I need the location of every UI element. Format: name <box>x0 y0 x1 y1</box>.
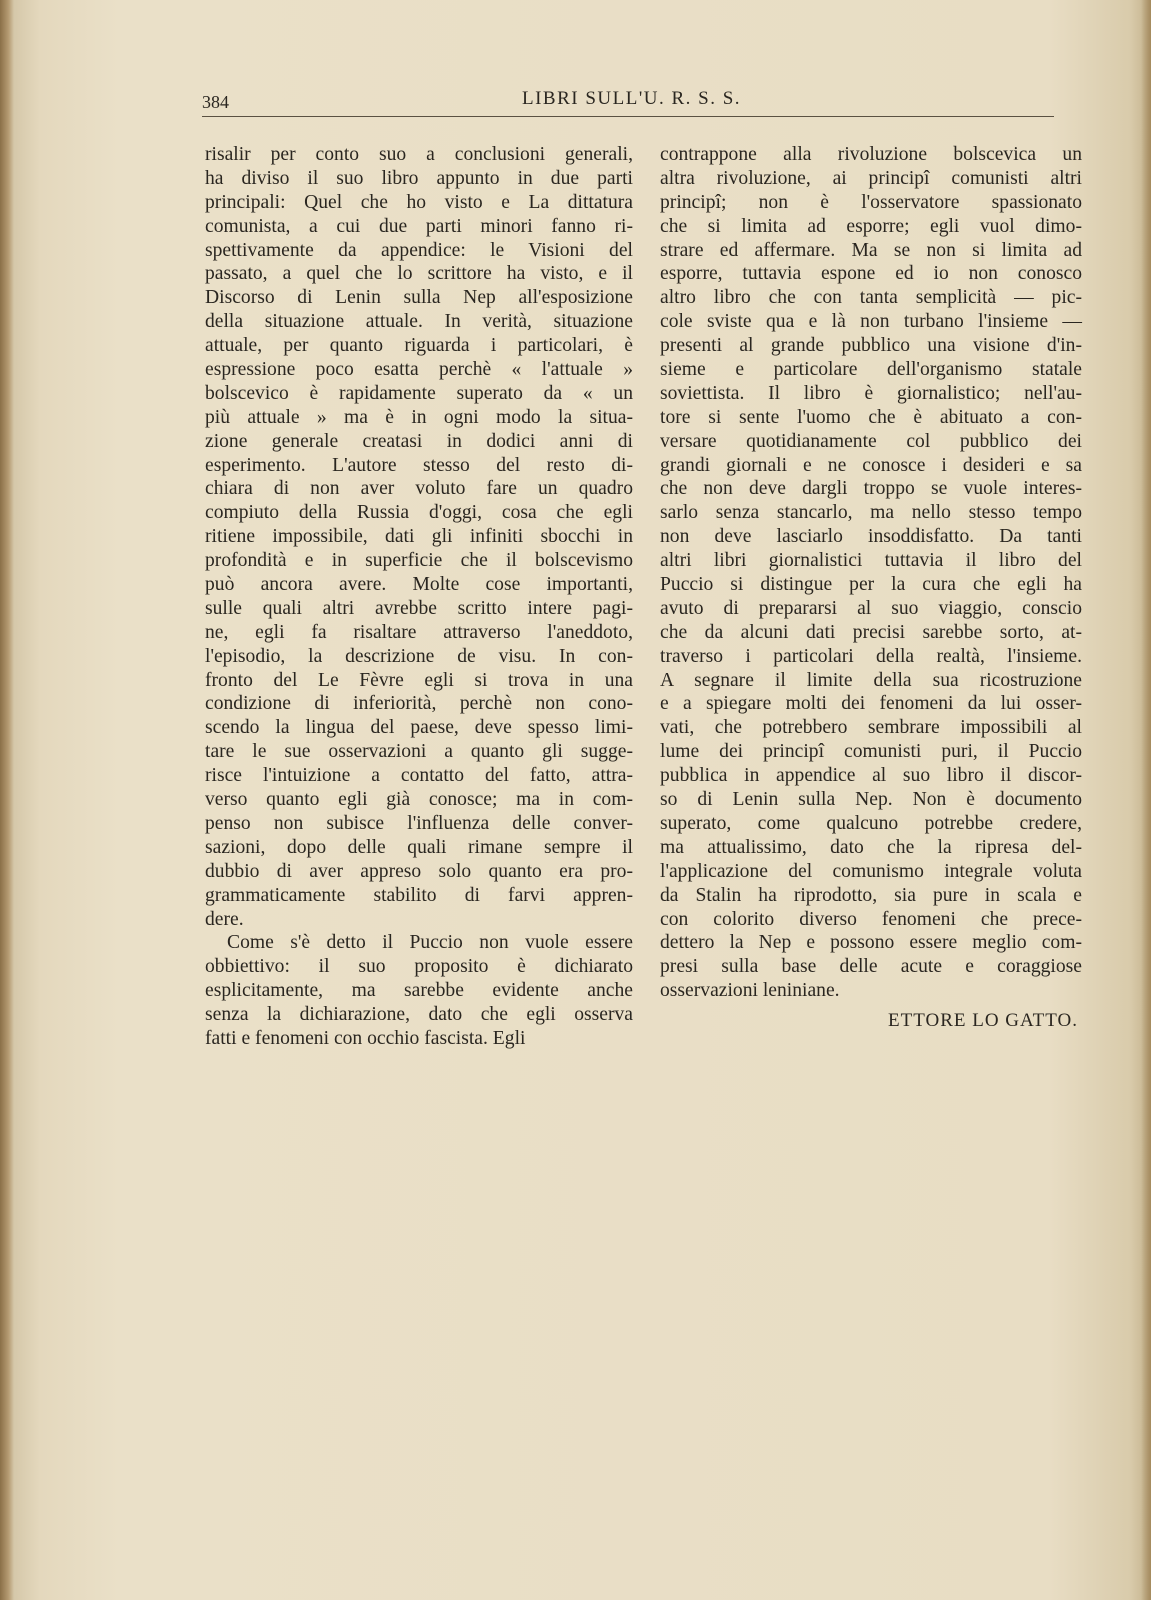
text-line: traverso i particolari della realtà, l'insieme. <box>660 645 1082 667</box>
text-line: sieme e particolare dell'organismo statale <box>660 359 1082 381</box>
text-line: l'applicazione del comunismo integrale voluta <box>660 860 1082 882</box>
text-line: lume dei principî comunisti puri, il Puccio <box>660 741 1082 763</box>
text-line: vati, che potrebbero sembrare impossibili al <box>660 717 1082 739</box>
text-line: osservazioni leniniane. <box>660 980 840 1002</box>
text-line: sulle quali altri avrebbe scritto intere pagi- <box>205 597 633 619</box>
text-line: che da alcuni dati precisi sarebbe sorto, at- <box>660 621 1082 643</box>
text-line: esporre, tuttavia espone ed io non conosco <box>660 263 1082 285</box>
binding-edge <box>0 0 14 1600</box>
text-line: grandi giornali e ne conosce i desideri e sa <box>660 454 1082 476</box>
text-line: comunista, a cui due parti minori fanno ri- <box>205 215 633 237</box>
text-line: sazioni, dopo delle quali rimane sempre il <box>205 836 633 858</box>
text-line: ne, egli fa risaltare attraverso l'aneddoto, <box>205 621 633 643</box>
text-line: senza la dichiarazione, dato che egli osserva <box>205 1004 633 1026</box>
text-line: avuto di prepararsi al suo viaggio, conscio <box>660 597 1082 619</box>
text-line: dubbio di aver appreso solo quanto era pro- <box>205 860 633 882</box>
text-line: esplicitamente, ma sarebbe evidente anche <box>205 980 633 1002</box>
text-line: passato, a quel che lo scrittore ha visto, e il <box>205 263 633 285</box>
text-line: sarlo senza stancarlo, ma nello stesso tempo <box>660 502 1082 524</box>
text-line: altro libro che con tanta semplicità — pic- <box>660 287 1082 309</box>
text-line: l'episodio, la descrizione de visu. In con- <box>205 645 633 667</box>
text-line: chiara di non aver voluto fare un quadro <box>205 478 633 500</box>
text-line: principali: Quel che ho visto e La dittatura <box>205 191 633 213</box>
header-rule <box>202 116 1054 117</box>
text-line: fronto del Le Fèvre egli si trova in una <box>205 669 633 691</box>
text-line: strare ed affermare. Ma se non si limita ad <box>660 239 1082 261</box>
text-line: attuale, per quanto riguarda i particolari, è <box>205 335 633 357</box>
text-line: superato, come qualcuno potrebbe credere, <box>660 812 1082 834</box>
running-header <box>202 88 1054 118</box>
text-line: espressione poco esatta perchè « l'attuale » <box>205 359 633 381</box>
text-line: condizione di inferiorità, perchè non cono- <box>205 693 633 715</box>
text-line: spettivamente da appendice: le Visioni del <box>205 239 633 261</box>
text-line: che non deve dargli troppo se vuole interes- <box>660 478 1082 500</box>
text-line: ma attualissimo, dato che la ripresa del- <box>660 836 1082 858</box>
page-number: 384 <box>202 92 229 112</box>
text-line: con colorito diverso fenomeni che prece- <box>660 908 1082 930</box>
text-line: Puccio si distingue per la cura che egli ha <box>660 574 1082 596</box>
text-column-left <box>205 143 633 1051</box>
text-line: che si limita ad esporre; egli vuol dimo- <box>660 215 1082 237</box>
page-edge <box>1141 0 1151 1600</box>
text-line: Discorso di Lenin sulla Nep all'esposizione <box>205 287 633 309</box>
text-line: penso non subisce l'influenza delle conver- <box>205 812 633 834</box>
text-line: Come s'è detto il Puccio non vuole essere <box>227 932 633 954</box>
text-line: fatti e fenomeni con occhio fascista. Egli <box>205 1027 526 1049</box>
text-line: tore si sente l'uomo che è abituato a con- <box>660 406 1082 428</box>
text-line: profondità e in superficie che il bolscevismo <box>205 550 633 572</box>
text-line: risce l'intuizione a contatto del fatto, attra- <box>205 765 633 787</box>
text-line: principî; non è l'osservatore spassionato <box>660 191 1082 213</box>
text-line: non deve lasciarlo insoddisfatto. Da tanti <box>660 526 1082 548</box>
text-column-right <box>660 143 1082 1003</box>
text-line: cole sviste qua e là non turbano l'insieme — <box>660 311 1082 333</box>
text-line: scendo la lingua del paese, deve spesso limi- <box>205 717 633 739</box>
text-line: e a spiegare molti dei fenomeni da lui osser- <box>660 693 1082 715</box>
text-line: obbiettivo: il suo proposito è dichiarato <box>205 956 633 978</box>
text-line: pubblica in appendice al suo libro il discor- <box>660 765 1082 787</box>
text-line: compiuto della Russia d'oggi, cosa che egli <box>205 502 633 524</box>
text-line: ha diviso il suo libro appunto in due parti <box>205 167 633 189</box>
text-line: da Stalin ha riprodotto, sia pure in scala e <box>660 884 1082 906</box>
author-signature: ETTORE LO GATTO. <box>888 1010 1078 1031</box>
text-line: verso quanto egli già conosce; ma in com- <box>205 789 633 811</box>
text-line: ritiene impossibile, dati gli infiniti sbocchi in <box>205 526 633 548</box>
text-line: dere. <box>205 908 244 930</box>
text-line: A segnare il limite della sua ricostruzione <box>660 669 1082 691</box>
text-line: soviettista. Il libro è giornalistico; nell'au- <box>660 382 1082 404</box>
text-line: contrappone alla rivoluzione bolscevica un <box>660 144 1082 165</box>
text-line: zione generale creatasi in dodici anni di <box>205 430 633 452</box>
text-line: altri libri giornalistici tuttavia il libro del <box>660 550 1082 572</box>
text-line: presi sulla base delle acute e coraggiose <box>660 956 1082 978</box>
text-line: della situazione attuale. In verità, situazione <box>205 311 633 333</box>
text-line: presenti al grande pubblico una visione d'in- <box>660 335 1082 357</box>
text-line: altra rivoluzione, ai principî comunisti altri <box>660 167 1082 189</box>
text-line: può ancora avere. Molte cose importanti, <box>205 574 633 596</box>
text-line: tare le sue osservazioni a quanto gli sugge- <box>205 741 633 763</box>
text-line: versare quotidianamente col pubblico dei <box>660 430 1082 452</box>
text-line: so di Lenin sulla Nep. Non è documento <box>660 789 1082 811</box>
text-line: dettero la Nep e possono essere meglio com- <box>660 932 1082 954</box>
text-line: più attuale » ma è in ogni modo la situa- <box>205 406 633 428</box>
running-title: LIBRI SULL'U. R. S. S. <box>522 88 742 109</box>
text-line: grammaticamente stabilito di farvi appren- <box>205 884 633 906</box>
text-line: bolscevico è rapidamente superato da « un <box>205 382 633 404</box>
text-line: esperimento. L'autore stesso del resto di- <box>205 454 633 476</box>
text-line: risalir per conto suo a conclusioni generali, <box>205 144 633 165</box>
